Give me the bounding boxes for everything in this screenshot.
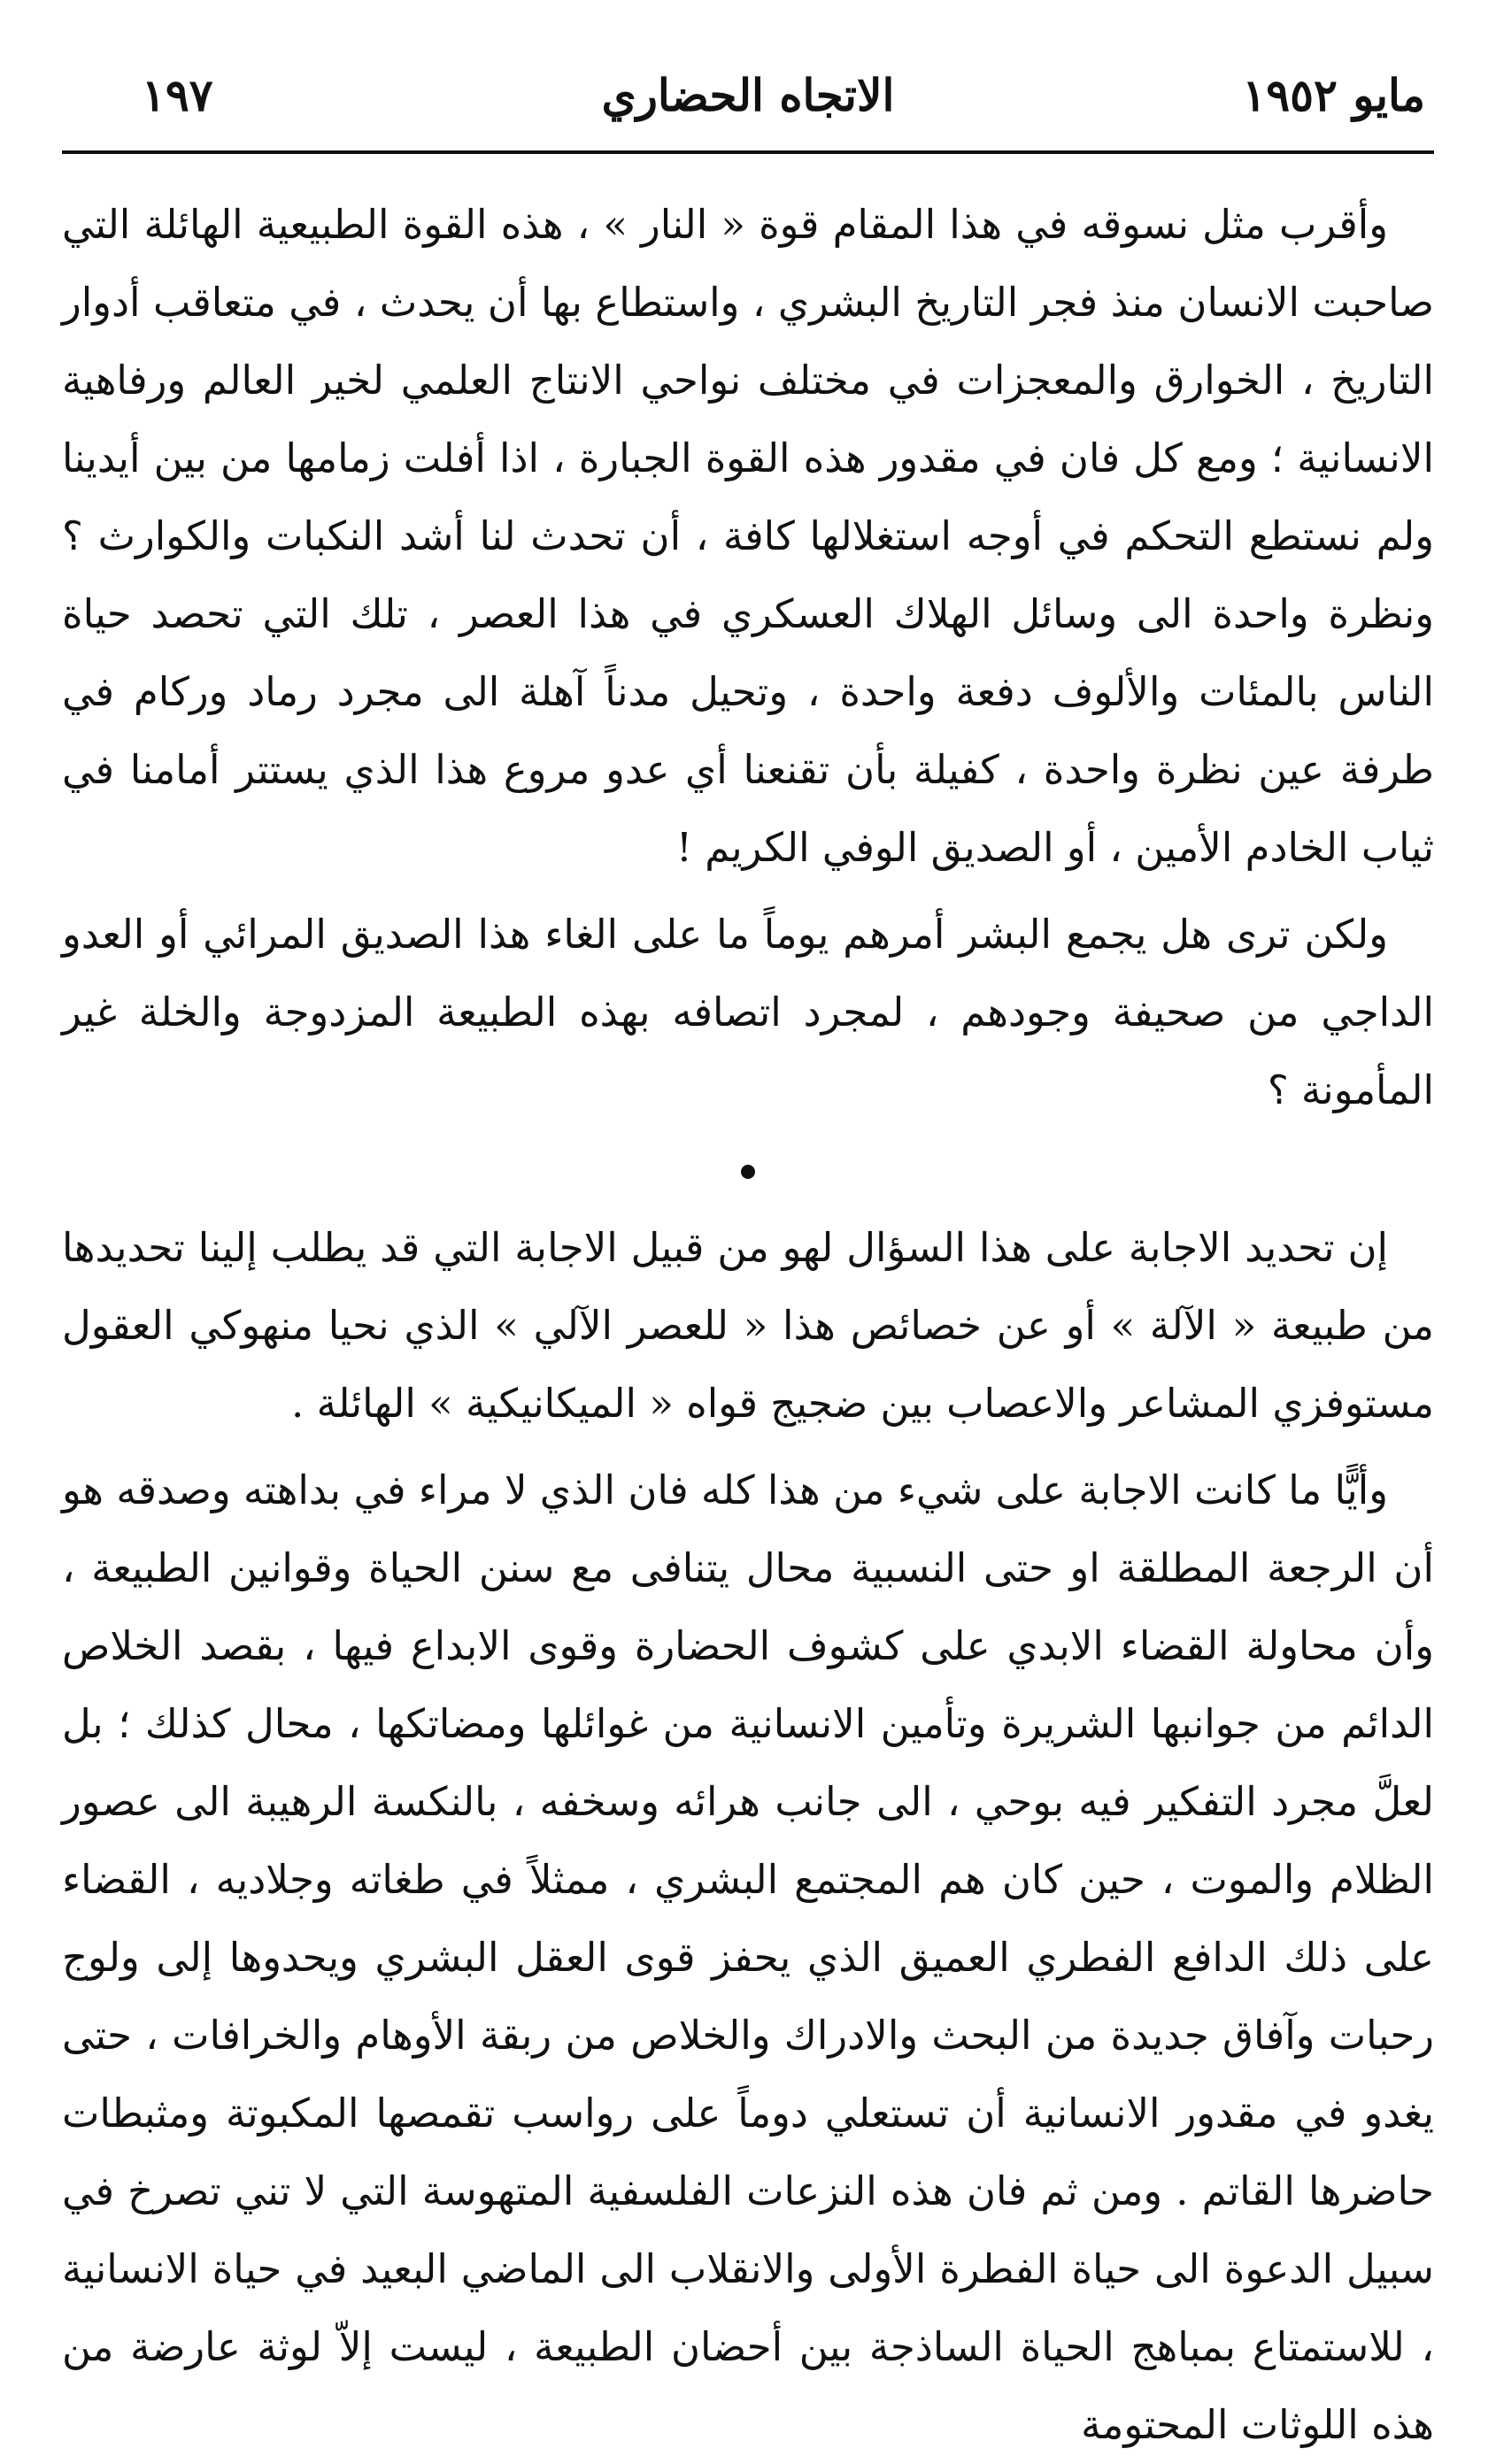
paragraph: إن تحديد الاجابة على هذا السؤال لهو من قبيل الاجابة التي قد يطلب إلينا تحديدها من طبيعة « الآلة » أو عن خصائص هذا « للعصر الآلي » الذي نحيا منهوكي العقول مستوفزي المشاعر والاعصاب بين ضجيج قواه « الميكانيكية » الهائلة . [62,1224,1434,1427]
running-title: الاتجاه الحضاري [601,69,895,121]
paragraph: وأقرب مثل نسوقه في هذا المقام قوة « النار » ، هذه القوة الطبيعية الهائلة التي صاحبت الانسان منذ فجر التاريخ البشري ، واستطاع بها أن يحدث ، في متعاقب أدوار التاريخ ، الخوارق والمعجزات في مختلف نواحي الانتاج العلمي لخير العالم ورفاهية الانسانية ؛ ومع كل فان في مقدور هذه القوة الجبارة ، اذا أفلت زمامها من بين أيدينا ولم نستطع التحكم في أوجه استغلالها كافة ، أن تحدث لنا أشد النكبات والكوارث ؟ ونظرة واحدة الى وسائل الهلاك العسكري في هذا العصر ، تلك التي تحصد حياة الناس بالمئات والألوف دفعة واحدة ، وتحيل مدناً آهلة الى مجرد رماد وركام في طرفة عين نظرة واحدة ، كفيلة بأن تقنعنا أي عدو مروع هذا الذي يستتر أمامنا في ثياب الخادم الأمين ، أو الصديق الوفي الكريم ! [62,201,1434,871]
paragraph: وأيًّا ما كانت الاجابة على شيء من هذا كله فان الذي لا مراء في بداهته وصدقه هو أن الرجعة المطلقة او حتى النسبية محال يتنافى مع سنن الحياة وقوانين الطبيعة ، وأن محاولة القضاء الابدي على كشوف الحضارة وقوى الابداع فيها ، بقصد الخلاص الدائم من جوانبها الشريرة وتأمين الانسانية من غوائلها ومضاتكها ، محال كذلك ؛ بل لعلَّ مجرد التفكير فيه بوحي ، الى جانب هرائه وسخفه ، بالنكسة الرهيبة الى عصور الظلام والموت ، حين كان هم المجتمع البشري ، ممثلاً في طغاته وجلاديه ، القضاء على ذلك الدافع الفطري العميق الذي يحفز قوى العقل البشري ويحدوها إلى ولوج رحبات وآفاق جديدة من البحث والادراك والخلاص من ربقة الأوهام والخرافات ، حتى يغدو في مقدور الانسانية أن تستعلي دوماً على رواسب تقمصها المكبوتة ومثبطات حاضرها القاتم . ومن ثم فان هذه النزعات الفلسفية المتهوسة التي لا تني تصرخ في سبيل الدعوة الى حياة الفطرة الأولى والانقلاب الى الماضي البعيد في حياة الانسانية ، للاستمتاع بمباهج الحياة الساذجة بين أحضان الطبيعة ، ليست إلاّ لوثة عارضة من هذه اللوثات المحتومة [62,1467,1434,2448]
page-number: ١٩٧ [142,69,213,121]
book-page [62,53,1434,2448]
paragraph: ولكن ترى هل يجمع البشر أمرهم يوماً ما على الغاء هذا الصديق المرائي أو العدو الداجي من صحيفة وجودهم ، لمجرد اتصافه بهذه الطبيعة المزدوجة والخلة غير المأمونة ؟ [62,911,1434,1113]
article-body [62,186,1434,2464]
running-head [62,53,1434,133]
header-divider [62,150,1434,154]
issue-date: مايو ١٩٥٢ [1242,69,1425,121]
section-separator [62,1133,1434,1204]
